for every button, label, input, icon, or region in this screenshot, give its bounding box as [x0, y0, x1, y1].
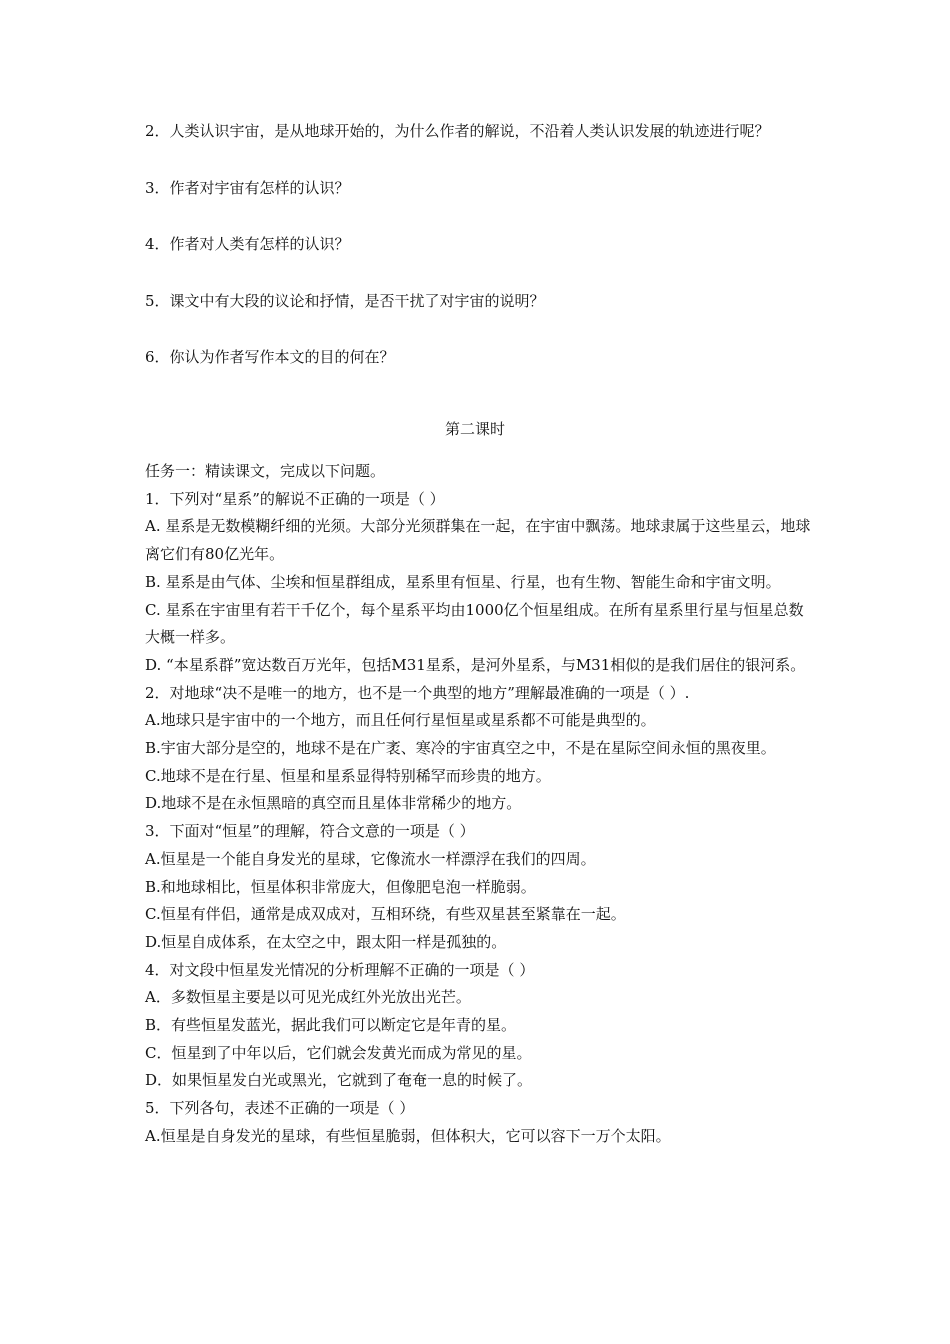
mc-q1-option-a: A. 星系是无数模糊纤细的光须。大部分光须群集在一起，在宇宙中飘荡。地球隶属于这些星云，地球离它们有80亿光年。	[145, 517, 811, 564]
mc-q2-option-b: B.宇宙大部分是空的，地球不是在广袤、寒冷的宇宙真空之中，不是在星际空间永恒的黑夜里。	[145, 739, 776, 758]
mc-q3-option-c: C.恒星有伴侣，通常是成双成对，互相环绕，有些双星甚至紧靠在一起。	[145, 905, 626, 924]
mc-q4-option-d: D．如果恒星发白光或黑光，它就到了奄奄一息的时候了。	[145, 1071, 533, 1090]
question-3: 3．作者对宇宙有怎样的认识？	[145, 179, 350, 197]
mc-q2-stem: 2．对地球“决不是唯一的地方，也不是一个典型的地方”理解最准确的一项是（ ）.	[145, 683, 690, 702]
lesson-title: 第二课时	[444, 420, 505, 438]
mc-q1-option-d: D. “本星系群”宽达数百万光年，包括M31星系，是河外星系，与M31相似的是我们居住的银河系。	[145, 655, 806, 674]
task-body	[145, 458, 817, 1151]
task-intro: 任务一：精读课文，完成以下问题。	[145, 462, 386, 480]
mc-q2-option-d: D.地球不是在永恒黑暗的真空而且星体非常稀少的地方。	[145, 794, 522, 813]
mc-q2-option-c: C.地球不是在行星、恒星和星系显得特别稀罕而珍贵的地方。	[145, 766, 551, 785]
mc-q3-option-a: A.恒星是一个能自身发光的星球，它像流水一样漂浮在我们的四周。	[145, 849, 596, 868]
mc-q5-stem: 5．下列各句，表述不正确的一项是（ ）	[145, 1099, 415, 1118]
question-5: 5．课文中有大段的议论和抒情，是否干扰了对宇宙的说明？	[145, 292, 545, 310]
mc-q1-stem: 1．下列对“星系”的解说不正确的一项是（ ）	[145, 489, 445, 508]
mc-q4-option-a: A．多数恒星主要是以可见光成红外光放出光芒。	[145, 988, 471, 1007]
mc-q3-option-d: D.恒星自成体系，在太空之中，跟太阳一样是孤独的。	[145, 932, 507, 951]
mc-q5-option-a: A.恒星是自身发光的星球，有些恒星脆弱，但体积大，它可以容下一万个太阳。	[145, 1126, 671, 1145]
mc-q1-option-c: C. 星系在宇宙里有若干千亿个，每个星系平均由1000亿个恒星组成。在所有星系里行星与恒星总数大概一样多。	[145, 600, 804, 647]
mc-q2-option-a: A.地球只是宇宙中的一个地方，而且任何行星恒星或星系都不可能是典型的。	[145, 711, 656, 730]
mc-q4-stem: 4．对文段中恒星发光情况的分析理解不正确的一项是（ ）	[145, 960, 535, 979]
question-4: 4．作者对人类有怎样的认识？	[145, 235, 350, 253]
question-2: 2．人类认识宇宙，是从地球开始的，为什么作者的解说，不沿着人类认识发展的轨迹进行呢？	[145, 122, 770, 140]
mc-q4-option-c: C．恒星到了中年以后，它们就会发黄光而成为常见的星。	[145, 1043, 532, 1062]
mc-q3-stem: 3．下面对“恒星”的理解，符合文意的一项是（ ）	[145, 822, 475, 841]
question-6: 6．你认为作者写作本文的目的何在？	[145, 348, 395, 366]
mc-q3-option-b: B.和地球相比，恒星体积非常庞大，但像肥皂泡一样脆弱。	[145, 877, 536, 896]
mc-q4-option-b: B．有些恒星发蓝光，据此我们可以断定它是年青的星。	[145, 1016, 517, 1035]
mc-q1-option-b: B. 星系是由气体、尘埃和恒星群组成，星系里有恒星、行星，也有生物、智能生命和宇宙文明。	[145, 572, 781, 591]
